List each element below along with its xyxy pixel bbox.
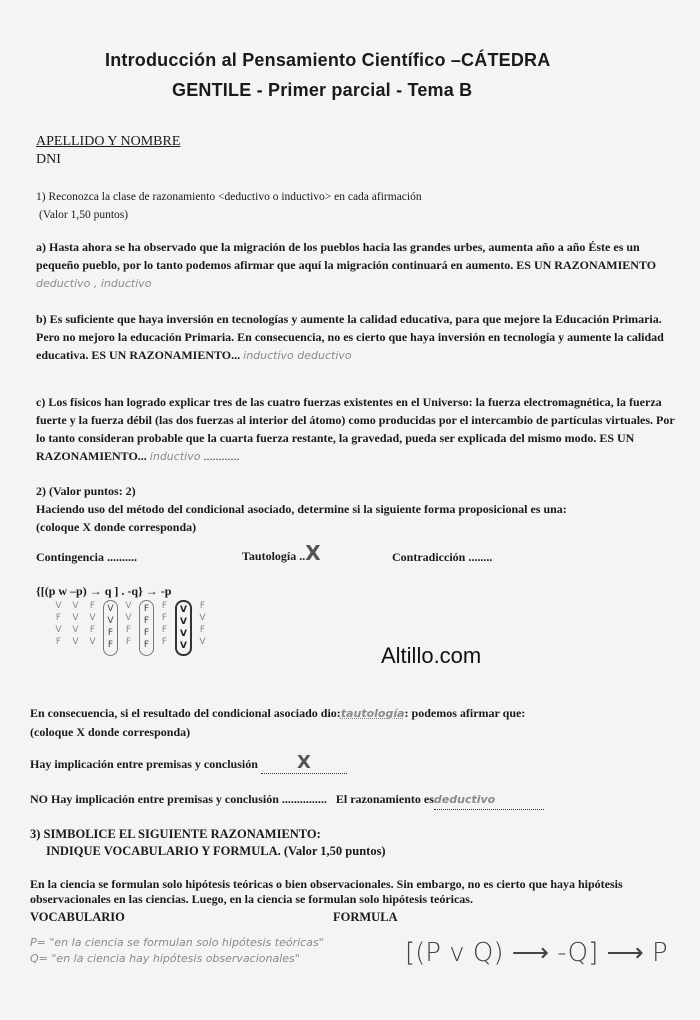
truth-value: V (89, 637, 96, 647)
q2-option-contradiccion[interactable] (392, 548, 492, 566)
truth-value: F (125, 637, 132, 647)
name-label: APELLIDO Y NOMBRE (36, 134, 181, 149)
q2-option-contingencia[interactable] (36, 548, 137, 566)
truth-value: V (72, 613, 79, 623)
q2-instruction: (coloque X donde corresponda) (36, 520, 197, 534)
truth-value: F (143, 640, 150, 650)
x-mark: X (305, 541, 321, 565)
truth-value: F (55, 637, 62, 647)
q1-b-text: b) Es suficiente que haya inversión en tecnologías y aumente la calidad educativa, para que mejore la Educación Primaria. Pero no mejoro la educación Primaria. En consecuencia, no es cierto que haya inversión en tecnología y aumente la calidad educativa. ES UN RAZONAMIENTO... (36, 312, 664, 362)
truth-table-column (69, 600, 82, 656)
q2-option-tautologia[interactable] (242, 541, 321, 565)
vocab-q: Q= "en la ciencia hay hipótesis observacionales" (30, 952, 300, 965)
truth-value: V (180, 605, 187, 615)
q2-formula: {[(p w –p) → q ] . -q} → -p (36, 584, 172, 598)
truth-value: F (89, 625, 96, 635)
q1-c-dots: ............ (203, 449, 240, 463)
option-dots: .......... (107, 550, 138, 564)
truth-table (52, 600, 209, 656)
truth-value: V (72, 601, 79, 611)
truth-value: F (143, 604, 150, 614)
truth-value: V (55, 625, 62, 635)
exam-title-line1: Introducción al Pensamiento Científico –CÁTEDRA (105, 50, 551, 70)
truth-value: F (55, 613, 62, 623)
q2-header (36, 482, 686, 536)
q3-text: En la ciencia se formulan solo hipótesis teóricas o bien observacionales. Sin embargo, no es cierto que haya hipótesis observacionales en las ciencias. Luego, en la ciencia se formulan solo hipótesis teóricas. (30, 877, 623, 906)
truth-value: V (199, 637, 206, 647)
q3-title2: INDIQUE VOCABULARIO Y FORMULA. (Valor 1,50 puntos) (46, 844, 386, 858)
implication-no-label: NO Hay implicación entre premisas y conclusión ............... (30, 792, 327, 806)
truth-value: F (143, 616, 150, 626)
truth-table-column (86, 600, 99, 656)
implication-yes-label: Hay implicación entre premisas y conclusión (30, 757, 258, 771)
vocab-p: P= "en la ciencia se formulan solo hipótesis teóricas" (30, 936, 324, 949)
truth-value: V (72, 625, 79, 635)
truth-table-column (175, 600, 192, 656)
formula-label: FORMULA (333, 910, 398, 924)
truth-value: V (107, 616, 114, 626)
reasoning-label: El razonamiento es (335, 792, 434, 806)
result-answer: tautología (340, 707, 405, 720)
truth-value: F (125, 625, 132, 635)
vocab-label: VOCABULARIO (30, 910, 125, 924)
truth-value: V (180, 629, 187, 639)
truth-value: F (199, 625, 206, 635)
watermark: Altillo.com (381, 643, 482, 668)
truth-table-column (158, 600, 171, 656)
implication-yes[interactable] (30, 754, 347, 774)
truth-value: F (143, 628, 150, 638)
result-prefix: En consecuencia, si el resultado del condicional asociado dio: (30, 706, 341, 720)
truth-value: F (161, 625, 168, 635)
truth-value: V (125, 613, 132, 623)
q1-b (36, 310, 676, 365)
implication-no[interactable] (30, 790, 544, 810)
option-label: Contradicción (392, 550, 466, 564)
truth-value: F (89, 601, 96, 611)
truth-value: V (107, 604, 114, 614)
truth-value: F (161, 601, 168, 611)
formula-answer: [(P v Q) ⟶ -Q] ⟶ P (405, 938, 668, 968)
q1-c (36, 393, 686, 466)
result-suffix: : podemos afirmar que: (404, 706, 526, 720)
q1-a-text: a) Hasta ahora se ha observado que la migración de los pueblos hacia las grandes urbes, aumenta año a año Éste es un pequeño pueblo, por lo tanto podemos afirmar que aquí la migración continuará en aumento. ES UN RAZONAMIENTO (36, 240, 657, 272)
vocab-answer (30, 935, 360, 967)
q2-value: 2) (Valor puntos: 2) (36, 484, 136, 498)
option-label: Tautología (242, 549, 297, 563)
dni-label: DNI (36, 152, 61, 167)
truth-value: V (89, 613, 96, 623)
q2-result (30, 704, 690, 741)
truth-value: V (55, 601, 62, 611)
option-dots: ........ (468, 550, 493, 564)
truth-table-column (139, 600, 154, 656)
truth-value: V (180, 641, 187, 651)
q1-value: (Valor 1,50 puntos) (39, 209, 129, 221)
q1-a (36, 238, 676, 293)
q3-title1: 3) SIMBOLICE EL SIGUIENTE RAZONAMIENTO: (30, 827, 321, 841)
option-label: Contingencia (36, 550, 105, 564)
x-mark: X (296, 752, 311, 773)
truth-value: V (180, 617, 187, 627)
q1-b-answer: inductivo deductivo (243, 349, 352, 362)
q3-header (30, 826, 386, 860)
truth-value: F (107, 640, 114, 650)
truth-table-column (196, 600, 209, 656)
truth-value: V (125, 601, 132, 611)
truth-table-column (52, 600, 65, 656)
truth-value: F (199, 601, 206, 611)
q2-instruction2: (coloque X donde corresponda) (30, 725, 191, 739)
truth-value: F (161, 613, 168, 623)
truth-value: V (72, 637, 79, 647)
truth-value: V (199, 613, 206, 623)
q1-a-answer: deductivo , inductivo (36, 277, 152, 290)
q1-c-answer: inductivo (149, 450, 201, 463)
truth-table-column (122, 600, 135, 656)
option-dots: .. (299, 549, 306, 563)
q2-prompt: Haciendo uso del método del condicional asociado, determine si la siguiente forma proposicional es una: (36, 502, 567, 516)
q1-instruction: 1) Reconozca la clase de razonamiento <deductivo o inductivo> en cada afirmación (36, 191, 422, 203)
q1-c-text: c) Los físicos han logrado explicar tres de las cuatro fuerzas existentes en el Universo: la fuerza electromagnética, la fuerza fuerte y la fuerza débil (las dos fuerzas al interior del átomo) como producidas por el intercambio de partículas virtuales. Por lo tanto consideran probable que la cuarta fuerza restante, la gravedad, pueda ser explicada del mismo modo. ES UN RAZONAMIENTO... (36, 395, 675, 463)
truth-value: F (107, 628, 114, 638)
q1-prompt (36, 188, 656, 224)
truth-value: F (161, 637, 168, 647)
truth-table-column (103, 600, 118, 656)
reasoning-answer: deductivo (433, 793, 496, 806)
exam-title-line2: GENTILE - Primer parcial - Tema B (172, 80, 473, 100)
